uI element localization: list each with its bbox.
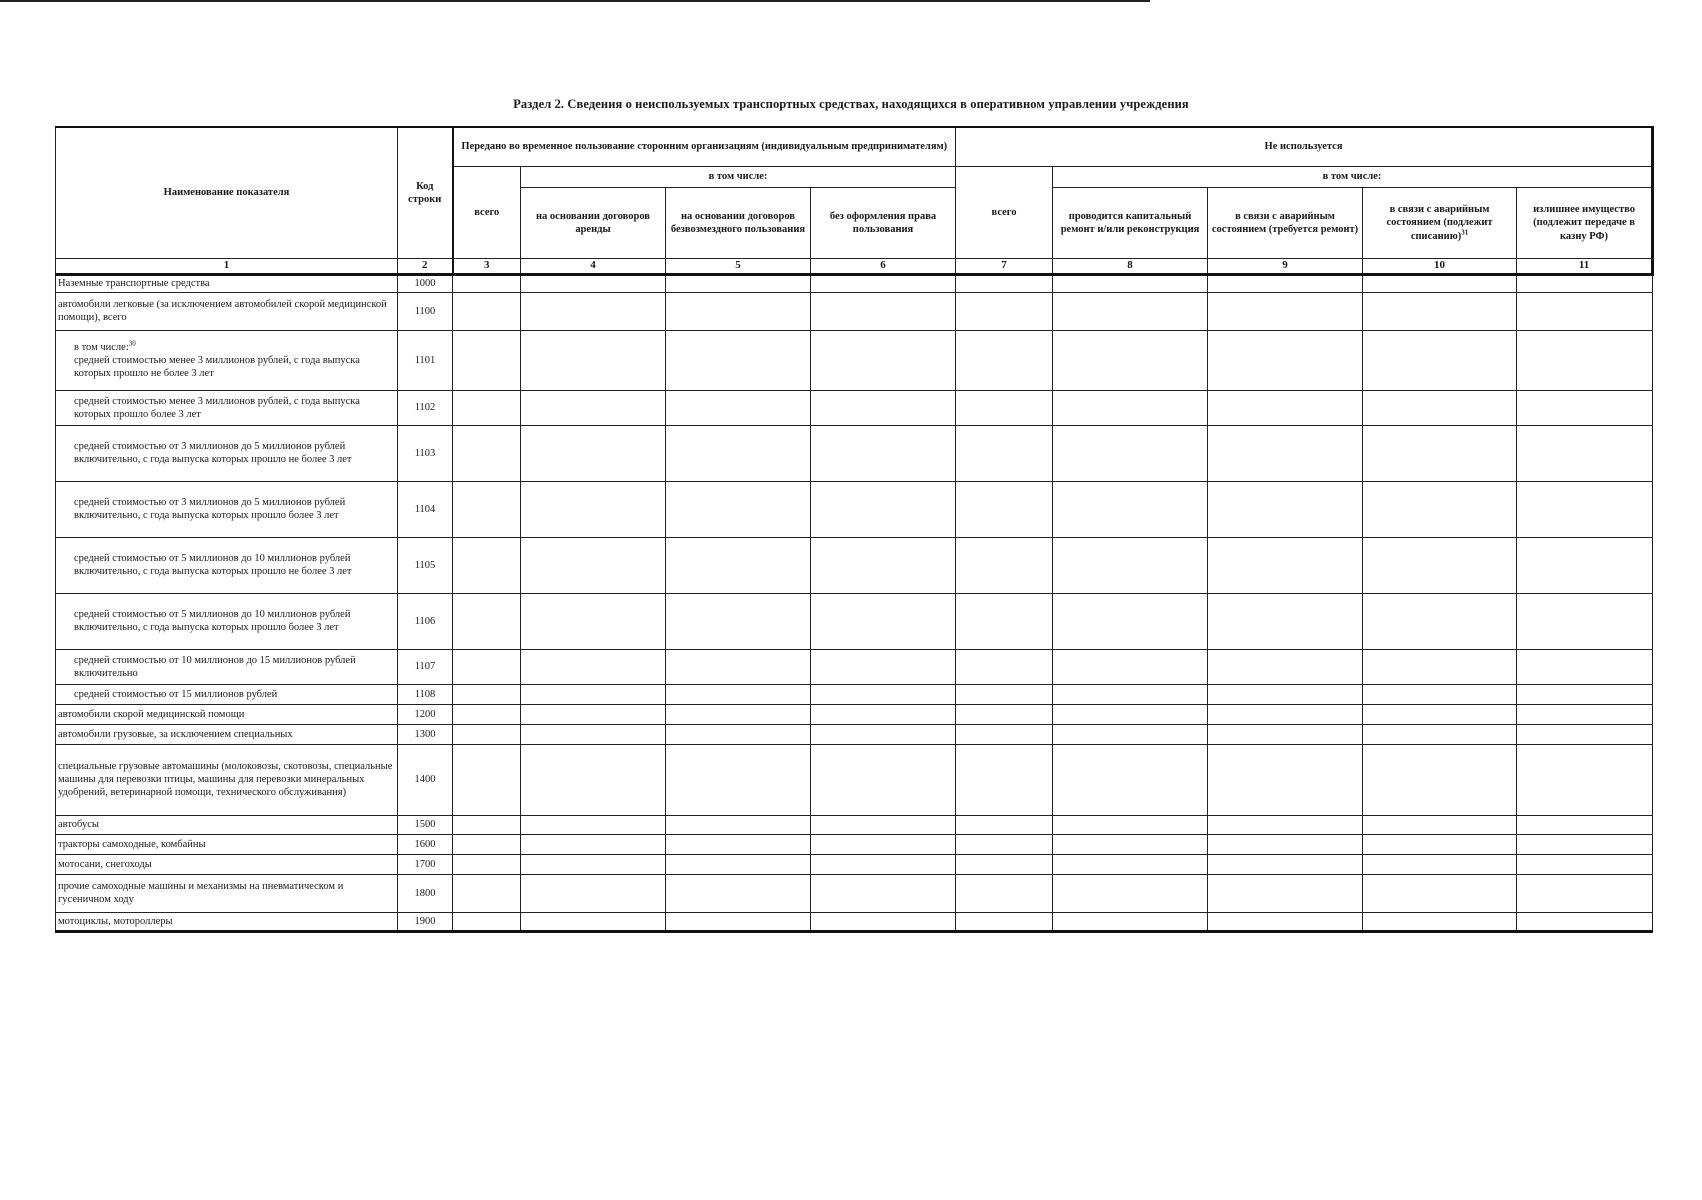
table-row	[56, 724, 1653, 744]
input-cell-col-6[interactable]	[811, 481, 956, 537]
input-cell-col-7[interactable]	[956, 874, 1053, 912]
row-code: 1500	[398, 815, 453, 834]
row-name	[56, 815, 398, 834]
input-cell-col-11[interactable]	[1517, 684, 1653, 704]
header-emergency-repair: в связи с аварийным состоянием (требуется ремонт)	[1208, 188, 1363, 259]
row-name-text: средней стоимостью от 15 миллионов рублей	[74, 688, 278, 700]
input-cell-col-4[interactable]	[521, 744, 666, 815]
table-row	[56, 704, 1653, 724]
input-cell-col-3[interactable]	[453, 815, 521, 834]
table-row	[56, 425, 1653, 481]
input-cell-col-11[interactable]	[1517, 481, 1653, 537]
input-cell-col-7[interactable]	[956, 854, 1053, 874]
input-cell-col-5[interactable]	[666, 481, 811, 537]
input-cell-col-4[interactable]	[521, 390, 666, 425]
header-emergency-writeoff-label: в связи с аварийным состоянием (подлежит списанию)	[1386, 204, 1493, 242]
input-cell-col-9[interactable]	[1208, 815, 1363, 834]
col-number: 4	[521, 259, 666, 275]
header-in-that-number-2: в том числе:	[1053, 167, 1653, 188]
input-cell-col-7[interactable]	[956, 537, 1053, 593]
input-cell-col-9[interactable]	[1208, 704, 1363, 724]
input-cell-col-7[interactable]	[956, 744, 1053, 815]
header-transferred-group: Передано во временное пользование сторонним организациям (индивидуальным предпринимателям)	[453, 127, 956, 167]
header-not-used-group: Не используется	[956, 127, 1653, 167]
row-name-text: мотосани, снегоходы	[58, 858, 152, 870]
input-cell-col-7[interactable]	[956, 390, 1053, 425]
input-cell-col-8[interactable]	[1053, 744, 1208, 815]
row-code: 1100	[398, 292, 453, 330]
row-name-text: средней стоимостью от 5 миллионов до 10 миллионов рублей включительно, с года выпуска которых прошло более 3 лет	[74, 609, 351, 634]
row-code: 1108	[398, 684, 453, 704]
row-name	[56, 425, 398, 481]
row-name	[56, 874, 398, 912]
table-row	[56, 854, 1653, 874]
input-cell-col-3[interactable]	[453, 537, 521, 593]
input-cell-col-10[interactable]	[1363, 274, 1517, 292]
row-name	[56, 724, 398, 744]
row-code: 1101	[398, 330, 453, 390]
row-code: 1200	[398, 704, 453, 724]
input-cell-col-8[interactable]	[1053, 649, 1208, 684]
col-number: 9	[1208, 259, 1363, 275]
input-cell-col-9[interactable]	[1208, 537, 1363, 593]
input-cell-col-7[interactable]	[956, 684, 1053, 704]
input-cell-col-7[interactable]	[956, 649, 1053, 684]
input-cell-col-6[interactable]	[811, 537, 956, 593]
input-cell-col-11[interactable]	[1517, 390, 1653, 425]
table-row	[56, 815, 1653, 834]
table-row	[56, 834, 1653, 854]
input-cell-col-10[interactable]	[1363, 815, 1517, 834]
footnote-marker-30: 30	[128, 339, 136, 348]
col-number: 10	[1363, 259, 1517, 275]
header-total-transferred: всего	[453, 167, 521, 259]
input-cell-col-4[interactable]	[521, 724, 666, 744]
input-cell-col-5[interactable]	[666, 874, 811, 912]
row-name-text: средней стоимостью менее 3 миллионов рублей, с года выпуска которых прошло более 3 лет	[74, 395, 360, 420]
input-cell-col-4[interactable]	[521, 274, 666, 292]
row-code: 1900	[398, 912, 453, 931]
row-name-text: средней стоимостью от 3 миллионов до 5 миллионов рублей включительно, с года выпуска которых прошло более 3 лет	[74, 497, 346, 522]
input-cell-col-10[interactable]	[1363, 684, 1517, 704]
input-cell-col-3[interactable]	[453, 912, 521, 931]
input-cell-col-5[interactable]	[666, 724, 811, 744]
input-cell-col-5[interactable]	[666, 537, 811, 593]
row-code: 1107	[398, 649, 453, 684]
row-name	[56, 274, 398, 292]
table-row	[56, 292, 1653, 330]
col-number: 2	[398, 259, 453, 275]
footnote-marker-31: 31	[1461, 228, 1469, 237]
header-free-use: на основании договоров безвозмездного пользования	[666, 188, 811, 259]
input-cell-col-3[interactable]	[453, 425, 521, 481]
row-name-text: прочие самоходные машины и механизмы на пневматическом и гусеничном ходу	[58, 881, 344, 906]
row-name-text: мотоциклы, мотороллеры	[58, 915, 173, 927]
row-name	[56, 481, 398, 537]
input-cell-col-3[interactable]	[453, 834, 521, 854]
input-cell-col-8[interactable]	[1053, 274, 1208, 292]
header-emergency-writeoff	[1363, 188, 1517, 259]
row-code: 1103	[398, 425, 453, 481]
form-body	[56, 274, 1653, 931]
input-cell-col-9[interactable]	[1208, 874, 1363, 912]
input-cell-col-8[interactable]	[1053, 684, 1208, 704]
row-code: 1800	[398, 874, 453, 912]
header-lease: на основании договоров аренды	[521, 188, 666, 259]
header-in-that-number-1: в том числе:	[521, 167, 956, 188]
header-surplus: излишнее имущество (подлежит передаче в казну РФ)	[1517, 188, 1653, 259]
row-name-text: автобусы	[58, 819, 99, 831]
input-cell-col-9[interactable]	[1208, 292, 1363, 330]
input-cell-col-4[interactable]	[521, 649, 666, 684]
input-cell-col-10[interactable]	[1363, 390, 1517, 425]
input-cell-col-5[interactable]	[666, 593, 811, 649]
row-code: 1600	[398, 834, 453, 854]
header-code-col: Код строки	[398, 127, 453, 259]
input-cell-col-10[interactable]	[1363, 744, 1517, 815]
row-name	[56, 834, 398, 854]
input-cell-col-5[interactable]	[666, 330, 811, 390]
input-cell-col-11[interactable]	[1517, 704, 1653, 724]
input-cell-col-9[interactable]	[1208, 684, 1363, 704]
input-cell-col-7[interactable]	[956, 292, 1053, 330]
input-cell-col-10[interactable]	[1363, 649, 1517, 684]
input-cell-col-8[interactable]	[1053, 330, 1208, 390]
col-number: 11	[1517, 259, 1653, 275]
input-cell-col-11[interactable]	[1517, 330, 1653, 390]
input-cell-col-3[interactable]	[453, 330, 521, 390]
input-cell-col-3[interactable]	[453, 684, 521, 704]
input-cell-col-7[interactable]	[956, 425, 1053, 481]
section-title: Раздел 2. Сведения о неиспользуемых транспортных средствах, находящихся в оперативном управлении учреждения	[513, 97, 1189, 111]
input-cell-col-10[interactable]	[1363, 537, 1517, 593]
input-cell-col-3[interactable]	[453, 744, 521, 815]
input-cell-col-6[interactable]	[811, 874, 956, 912]
table-row	[56, 390, 1653, 425]
input-cell-col-10[interactable]	[1363, 330, 1517, 390]
input-cell-col-5[interactable]	[666, 834, 811, 854]
row-name	[56, 330, 398, 390]
header-name-col: Наименование показателя	[56, 127, 398, 259]
input-cell-col-7[interactable]	[956, 834, 1053, 854]
input-cell-col-8[interactable]	[1053, 815, 1208, 834]
input-cell-col-7[interactable]	[956, 481, 1053, 537]
input-cell-col-3[interactable]	[453, 390, 521, 425]
input-cell-col-8[interactable]	[1053, 425, 1208, 481]
input-cell-col-4[interactable]	[521, 593, 666, 649]
input-cell-col-4[interactable]	[521, 292, 666, 330]
input-cell-col-3[interactable]	[453, 704, 521, 724]
input-cell-col-7[interactable]	[956, 593, 1053, 649]
row-name	[56, 537, 398, 593]
input-cell-col-9[interactable]	[1208, 593, 1363, 649]
row-name-text: средней стоимостью от 10 миллионов до 15 миллионов рублей включительно	[74, 654, 356, 679]
row-name-text: автомобили легковые (за исключением автомобилей скорой медицинской помощи), всего	[58, 299, 387, 324]
input-cell-col-11[interactable]	[1517, 649, 1653, 684]
input-cell-col-10[interactable]	[1363, 593, 1517, 649]
input-cell-col-6[interactable]	[811, 292, 956, 330]
input-cell-col-4[interactable]	[521, 537, 666, 593]
input-cell-col-11[interactable]	[1517, 744, 1653, 815]
row-code: 1104	[398, 481, 453, 537]
row-name-text: средней стоимостью от 5 миллионов до 10 миллионов рублей включительно, с года выпуска которых прошло не более 3 лет	[74, 553, 352, 578]
input-cell-col-6[interactable]	[811, 815, 956, 834]
input-cell-col-6[interactable]	[811, 274, 956, 292]
input-cell-col-10[interactable]	[1363, 704, 1517, 724]
input-cell-col-5[interactable]	[666, 390, 811, 425]
input-cell-col-9[interactable]	[1208, 481, 1363, 537]
input-cell-col-11[interactable]	[1517, 815, 1653, 834]
row-name	[56, 593, 398, 649]
input-cell-col-4[interactable]	[521, 815, 666, 834]
input-cell-col-9[interactable]	[1208, 744, 1363, 815]
row-name-text: средней стоимостью менее 3 миллионов рублей, с года выпуска которых прошло не более 3 лет	[74, 354, 360, 379]
row-name-text: тракторы самоходные, комбайны	[58, 838, 206, 850]
input-cell-col-7[interactable]	[956, 912, 1053, 931]
input-cell-col-5[interactable]	[666, 274, 811, 292]
input-cell-col-8[interactable]	[1053, 481, 1208, 537]
input-cell-col-4[interactable]	[521, 704, 666, 724]
row-name	[56, 854, 398, 874]
input-cell-col-4[interactable]	[521, 330, 666, 390]
vehicles-form-table	[55, 126, 1654, 933]
table-row	[56, 274, 1653, 292]
input-cell-col-11[interactable]	[1517, 912, 1653, 931]
row-code: 1000	[398, 274, 453, 292]
input-cell-col-6[interactable]	[811, 744, 956, 815]
input-cell-col-4[interactable]	[521, 854, 666, 874]
col-number: 6	[811, 259, 956, 275]
row-code: 1106	[398, 593, 453, 649]
input-cell-col-10[interactable]	[1363, 425, 1517, 481]
row-name	[56, 649, 398, 684]
input-cell-col-5[interactable]	[666, 292, 811, 330]
row-code: 1105	[398, 537, 453, 593]
col-number: 5	[666, 259, 811, 275]
input-cell-col-8[interactable]	[1053, 390, 1208, 425]
input-cell-col-3[interactable]	[453, 481, 521, 537]
table-row	[56, 537, 1653, 593]
input-cell-col-5[interactable]	[666, 912, 811, 931]
input-cell-col-4[interactable]	[521, 481, 666, 537]
table-row	[56, 330, 1653, 390]
input-cell-col-8[interactable]	[1053, 854, 1208, 874]
table-row	[56, 481, 1653, 537]
input-cell-col-11[interactable]	[1517, 274, 1653, 292]
row-name-text: средней стоимостью от 3 миллионов до 5 миллионов рублей включительно, с года выпуска которых прошло не более 3 лет	[74, 441, 352, 466]
input-cell-col-11[interactable]	[1517, 834, 1653, 854]
input-cell-col-11[interactable]	[1517, 874, 1653, 912]
header-repair: проводится капитальный ремонт и/или реконструкция	[1053, 188, 1208, 259]
input-cell-col-9[interactable]	[1208, 854, 1363, 874]
input-cell-col-11[interactable]	[1517, 724, 1653, 744]
input-cell-col-7[interactable]	[956, 815, 1053, 834]
input-cell-col-10[interactable]	[1363, 724, 1517, 744]
col-number: 7	[956, 259, 1053, 275]
row-name-text: автомобили грузовые, за исключением специальных	[58, 728, 293, 740]
row-name-text: Наземные транспортные средства	[58, 278, 210, 290]
input-cell-col-4[interactable]	[521, 425, 666, 481]
input-cell-col-8[interactable]	[1053, 292, 1208, 330]
input-cell-col-3[interactable]	[453, 593, 521, 649]
input-cell-col-6[interactable]	[811, 912, 956, 931]
input-cell-col-11[interactable]	[1517, 292, 1653, 330]
input-cell-col-8[interactable]	[1053, 704, 1208, 724]
row-name	[56, 292, 398, 330]
input-cell-col-10[interactable]	[1363, 854, 1517, 874]
input-cell-col-6[interactable]	[811, 593, 956, 649]
table-row	[56, 649, 1653, 684]
row-name-text: специальные грузовые автомашины (молоковозы, скотовозы, специальные машины для перевозки птицы, машины для перевозки минеральных удобрений, ветеринарной помощи, технического обслуживания)	[58, 761, 393, 799]
col-number: 3	[453, 259, 521, 275]
scan-edge-line	[0, 0, 1150, 2]
input-cell-col-7[interactable]	[956, 274, 1053, 292]
input-cell-col-11[interactable]	[1517, 537, 1653, 593]
row-name	[56, 744, 398, 815]
input-cell-col-6[interactable]	[811, 834, 956, 854]
input-cell-col-8[interactable]	[1053, 593, 1208, 649]
input-cell-col-4[interactable]	[521, 684, 666, 704]
input-cell-col-6[interactable]	[811, 724, 956, 744]
input-cell-col-3[interactable]	[453, 854, 521, 874]
row-code: 1102	[398, 390, 453, 425]
row-code: 1300	[398, 724, 453, 744]
input-cell-col-6[interactable]	[811, 425, 956, 481]
input-cell-col-5[interactable]	[666, 649, 811, 684]
input-cell-col-11[interactable]	[1517, 425, 1653, 481]
input-cell-col-4[interactable]	[521, 834, 666, 854]
table-row	[56, 744, 1653, 815]
input-cell-col-9[interactable]	[1208, 724, 1363, 744]
table-row	[56, 874, 1653, 912]
input-cell-col-9[interactable]	[1208, 390, 1363, 425]
input-cell-col-9[interactable]	[1208, 834, 1363, 854]
input-cell-col-6[interactable]	[811, 854, 956, 874]
input-cell-col-3[interactable]	[453, 649, 521, 684]
input-cell-col-9[interactable]	[1208, 425, 1363, 481]
input-cell-col-8[interactable]	[1053, 912, 1208, 931]
row-name-text: автомобили скорой медицинской помощи	[58, 708, 245, 720]
input-cell-col-5[interactable]	[666, 684, 811, 704]
input-cell-col-6[interactable]	[811, 649, 956, 684]
input-cell-col-3[interactable]	[453, 292, 521, 330]
input-cell-col-11[interactable]	[1517, 854, 1653, 874]
input-cell-col-9[interactable]	[1208, 274, 1363, 292]
row-name	[56, 912, 398, 931]
input-cell-col-6[interactable]	[811, 684, 956, 704]
input-cell-col-6[interactable]	[811, 704, 956, 724]
input-cell-col-11[interactable]	[1517, 593, 1653, 649]
input-cell-col-5[interactable]	[666, 815, 811, 834]
input-cell-col-10[interactable]	[1363, 874, 1517, 912]
row-name	[56, 704, 398, 724]
row-code: 1400	[398, 744, 453, 815]
input-cell-col-8[interactable]	[1053, 834, 1208, 854]
header-total-not-used: всего	[956, 167, 1053, 259]
input-cell-col-10[interactable]	[1363, 834, 1517, 854]
input-cell-col-8[interactable]	[1053, 537, 1208, 593]
input-cell-col-7[interactable]	[956, 330, 1053, 390]
col-number: 8	[1053, 259, 1208, 275]
input-cell-col-3[interactable]	[453, 724, 521, 744]
input-cell-col-5[interactable]	[666, 744, 811, 815]
table-row	[56, 684, 1653, 704]
col-number: 1	[56, 259, 398, 275]
input-cell-col-8[interactable]	[1053, 874, 1208, 912]
row-name	[56, 390, 398, 425]
input-cell-col-4[interactable]	[521, 912, 666, 931]
input-cell-col-8[interactable]	[1053, 724, 1208, 744]
input-cell-col-9[interactable]	[1208, 649, 1363, 684]
row-name	[56, 684, 398, 704]
input-cell-col-10[interactable]	[1363, 912, 1517, 931]
input-cell-col-5[interactable]	[666, 425, 811, 481]
input-cell-col-7[interactable]	[956, 704, 1053, 724]
input-cell-col-3[interactable]	[453, 274, 521, 292]
input-cell-col-5[interactable]	[666, 854, 811, 874]
input-cell-col-4[interactable]	[521, 874, 666, 912]
input-cell-col-10[interactable]	[1363, 481, 1517, 537]
input-cell-col-3[interactable]	[453, 874, 521, 912]
input-cell-col-7[interactable]	[956, 724, 1053, 744]
input-cell-col-9[interactable]	[1208, 330, 1363, 390]
row-code: 1700	[398, 854, 453, 874]
input-cell-col-6[interactable]	[811, 330, 956, 390]
table-row	[56, 912, 1653, 931]
input-cell-col-9[interactable]	[1208, 912, 1363, 931]
input-cell-col-10[interactable]	[1363, 292, 1517, 330]
table-row	[56, 593, 1653, 649]
row-name-prefix: в том числе:	[74, 341, 129, 353]
header-no-right: без оформления права пользования	[811, 188, 956, 259]
input-cell-col-5[interactable]	[666, 704, 811, 724]
input-cell-col-6[interactable]	[811, 390, 956, 425]
